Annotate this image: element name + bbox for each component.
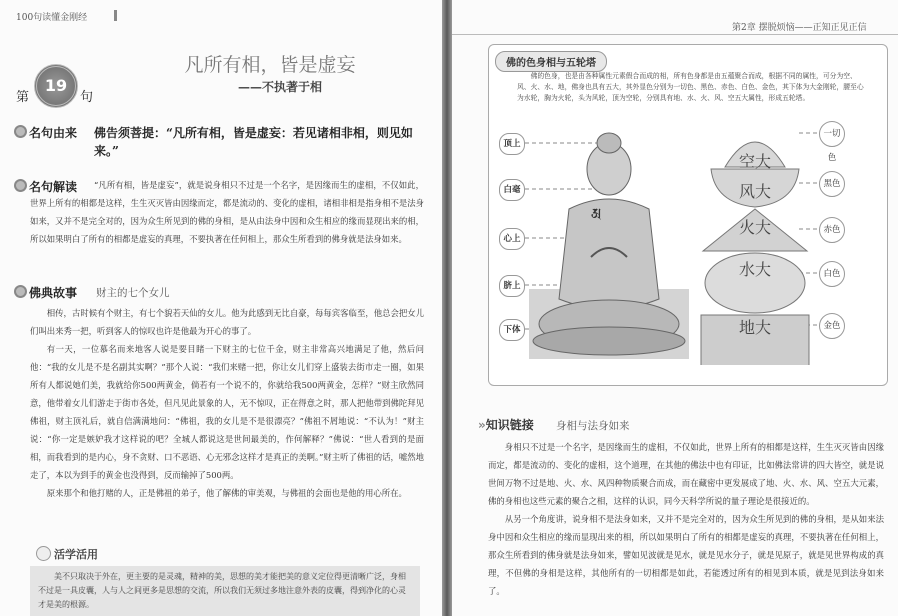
- bullet-icon: [14, 125, 27, 138]
- body-label-heart: 心上: [499, 228, 525, 250]
- running-head: 第2章 摆脱烦恼——正知正见正信: [732, 23, 867, 33]
- book-spine: [442, 0, 452, 616]
- badge-number: 19: [44, 76, 68, 95]
- color-label-white: 白色: [819, 261, 845, 287]
- explain-text: “凡所有相，皆是虚妄”，就是说身相只不过是一个名字，是因缘而生的虚相，不仅如此，世界上所有的相都是这样，生生灭灭皆由因缘而定，都是流动的、变化的虚相，诸相非相是指身相不是法身如来，又并不是完全对的，因为众生所见到的佛的身相，是从由法身中因和众生相应的缘而显现出来的相，所以如果明白了所有的相都是虚妄的真理，不要执著在任何相上，那众生所看到的佛身就是法身如来。: [30, 180, 424, 244]
- badge-prefix: 第: [16, 90, 30, 105]
- story-body: [30, 304, 424, 502]
- tower-label-void: 空大: [738, 152, 771, 171]
- body-label-navel: 脐上: [499, 275, 525, 297]
- diagram-title: 佛的色身相与五轮塔: [495, 51, 607, 72]
- color-label-all: 一切色: [819, 121, 845, 147]
- double-chevron-icon: »: [478, 418, 486, 432]
- link-paragraph: 身相只不过是一个名字，是因缘而生的虚相，不仅如此，世界上所有的相都是这样，生生灭灭皆由因缘而定，都是流动的、变化的虚相，这个道理，在其他的佛法中也有印证，比如佛法常讲的四大皆空，就是说世间万物不过是地、火、水、风四种物质聚合而成，而在藏密中更发展成了地、火、水、风、空五大元素，佛的身相也这些元素的聚合之相，这样的认识，同今天科学所说的量子理论是很接近的。: [488, 442, 884, 506]
- body-label-crown: 顶上: [499, 133, 525, 155]
- practice-text: 美不只取决于外在，更主要的是灵魂，精神的美，思想的美才能把美的意义定位得更清晰广泛，身相不过是一具皮囊，人与人之间更多是思想的交流，所以我们无须过多地注意外表的皮囊，得到净化的心灵才是美的根源。: [38, 572, 406, 609]
- story-heading: 佛典故事: [14, 284, 77, 301]
- running-head-rule: [114, 10, 117, 21]
- header-rule: [452, 34, 898, 35]
- story-title: 财主的七个女儿: [96, 287, 170, 299]
- color-label-gold: 金色: [819, 313, 845, 339]
- story-paragraph: 有一天，一位慕名而来地客人说是要目睹一下财主的七位千金，财主非常高兴地满足了他，然后问他：“我的女儿是不是名副其实啊？”那个人说：“我们来赌一把，你让女儿们穿上盛装去街市走一圈，如果所有人都说她们美，我就给你500两黄金，倘若有一个说不的，你就给我500两黄金，怎样？”财主欣然同意，他带着女儿们游走于街市各处，但凡见此景象的人，无不惊叹，正在得意之时，那人把他带到佛陀拜见佛祖，财主顶礼后，就自信满满地问：“佛祖，我的女儿是不是很漂亮？”佛祖不屑地说：“不认为！”财主说：“你一定是嫉妒我才这样说的吧？全城人都说这是世间最美的，作何解释？”佛说：“世人看到的是面相，而我看到的是内心，身不贪财、口不恶语、心无邪念这样才是真正的美啊。”财主听了佛祖的话，嘘然地走了，本以为到手的黄金也没得到，反而输掉了500两。: [30, 344, 424, 480]
- buddha-figure: [529, 129, 689, 359]
- page-title: 凡所有相，皆是虚妄: [184, 54, 356, 76]
- practice-heading: 活学活用: [54, 548, 98, 561]
- left-page: [0, 0, 442, 616]
- tower-label-wind: 风大: [738, 182, 771, 201]
- badge-medallion: [34, 64, 78, 108]
- right-page: [452, 0, 898, 616]
- tower-label-fire: 火大: [738, 218, 771, 237]
- body-label-urna: 白毫: [499, 179, 525, 201]
- color-label-black: 黑色: [819, 171, 845, 197]
- color-label-red: 赤色: [819, 217, 845, 243]
- tower-label-water: 水大: [738, 260, 771, 279]
- story-paragraph: 原来那个和他打赌的人，正是佛祖的弟子，他了解佛的审美观，与佛祖的会面也是他的用心所在。: [46, 488, 407, 498]
- seed-syllable: 𑖀: [591, 206, 602, 222]
- link-title: 身相与法身如来: [556, 420, 630, 432]
- badge-suffix: 句: [80, 90, 94, 105]
- page-subtitle: ——不执著于相: [237, 80, 322, 94]
- origin-quote: 佛告须菩提：“凡所有相，皆是虚妄：若见诸相非相，则见如来。”: [94, 126, 413, 158]
- tower-label-earth: 地大: [738, 318, 771, 337]
- origin-heading: 名句由来: [14, 124, 77, 141]
- diagram-intro: 佛的色身，也是由各种属性元素假合而成的相，所有色身都是由五蕴聚合而成，根据不同的属性，可分为空、风、火、水、地，佛身也具有五大，其外显色分别为一切色、黑色、赤色、白色、金色，其下体为大金刚轮，腰至心为水轮，胸为火轮，头为风轮，顶为空轮，分别具有地、水、火、风、空五大属性，形成五轮塔。: [517, 72, 864, 102]
- bullet-icon: [14, 285, 27, 298]
- practice-box: [30, 566, 420, 616]
- story-paragraph: 相传，古时候有个财主，有七个貌若天仙的女儿。他为此感到无比自豪，每每宾客临至，他总会把女儿们叫出来秀一把，听到客人的惊叹也许是他最为开心的事了。: [30, 308, 424, 336]
- practice-icon: [36, 546, 51, 561]
- bullet-icon: [14, 179, 27, 192]
- explain-heading: 名句解读: [14, 178, 77, 195]
- link-body: [488, 438, 884, 600]
- diagram-panel: [488, 44, 888, 386]
- running-head: 100句读懂金刚经: [16, 13, 88, 23]
- link-paragraph: 从另一个角度讲，说身相不是法身如来，又并不是完全对的，因为众生所见到的佛的身相，是从如来法身中因和众生相应的缘而显现出来的相，所以如果明白了所有的相都是虚妄的真理，不要执著在任何相上，那众生所看到的佛身就是法身如来，譬如见波就是见水，就是见水分子，就是见原子，就是见世界构成的真理，不但佛的身相是这样，其他所有的一切相都是如此，若能透过所有的相见到本质，就是见到法身如来了。: [488, 514, 884, 596]
- link-heading: »知识链接: [478, 418, 534, 432]
- body-label-lower: 下体: [499, 319, 525, 341]
